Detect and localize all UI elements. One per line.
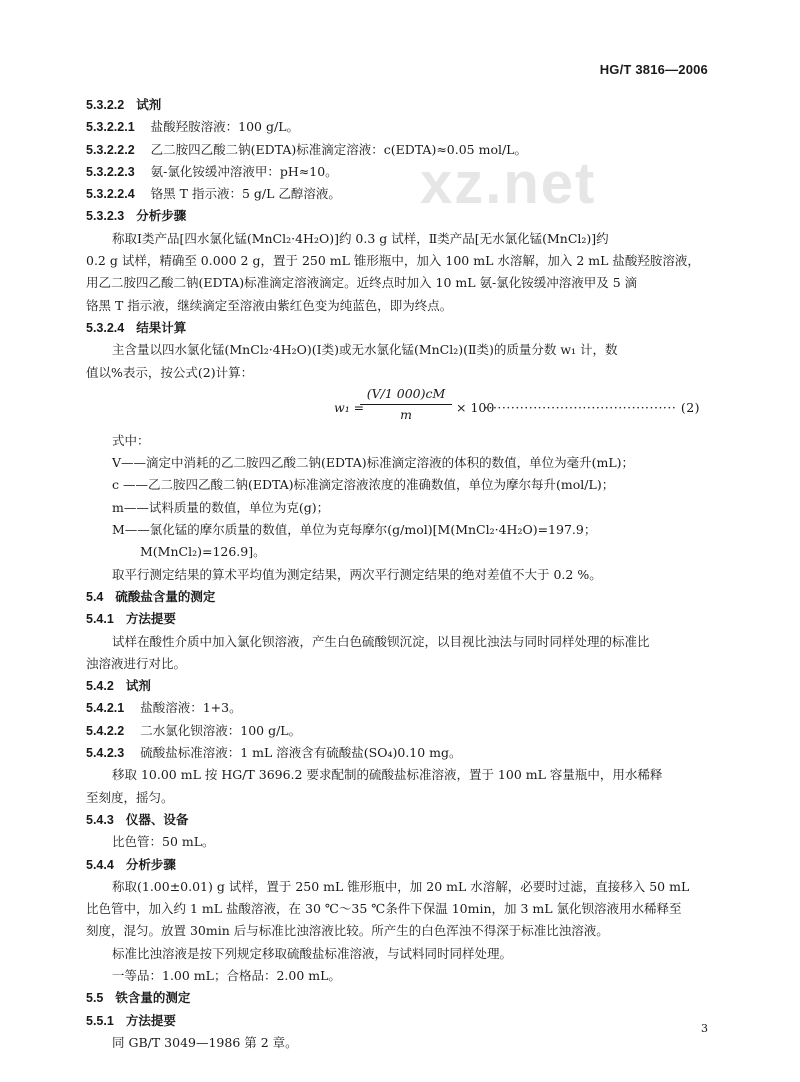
paragraph-text: 用乙二胺四乙酸二钠(EDTA)标准滴定溶液滴定。近终点时加入 10 mL 氨-氯化铵缓冲溶液甲及 5 滴 [86, 275, 638, 291]
paragraph-text: 氨-氯化铵缓冲溶液甲：pH≈10。 [150, 163, 338, 179]
paragraph-text: c ——乙二胺四乙酸二钠(EDTA)标准滴定溶液浓度的准确数值，单位为摩尔每升(mol/L)； [112, 477, 615, 493]
paragraph-text: M(MnCl₂)=126.9]。 [140, 544, 266, 560]
clause-5-3-2-2-3 [86, 161, 716, 183]
paragraph-text: 刻度，混匀。放置 30min 后与标准比浊溶液比较。所产生的白色浑浊不得深于标准比浊溶液。 [86, 923, 609, 939]
paragraph-text: 试样在酸性介质中加入氯化钡溶液，产生白色硫酸钡沉淀，以目视比浊法与同时同样处理的标准比 [112, 633, 650, 649]
formula-rhs: × 100 [456, 399, 495, 415]
clause-number: 5.4 [86, 589, 104, 604]
text-line [86, 965, 716, 987]
clause-number: 5.4.2.1 [86, 701, 125, 716]
paragraph-text: 比色管：50 mL。 [112, 834, 215, 850]
clause-5-4 [86, 586, 716, 608]
clause-5-3-2-2-4 [86, 183, 716, 205]
clause-number: 5.3.2.2 [86, 98, 125, 112]
paragraph-text: 移取 10.00 mL 按 HG/T 3696.2 要求配制的硫酸盐标准溶液，置于 100 mL 容量瓶中，用水稀释 [112, 767, 663, 783]
watermark: xz.net [420, 151, 597, 216]
text-line [86, 564, 716, 586]
text-line [86, 943, 716, 965]
clause-number: 5.4.3 [86, 812, 114, 827]
document-body [86, 94, 716, 1054]
section-heading: 硫酸盐含量的测定 [115, 588, 216, 604]
text-line [86, 519, 716, 541]
clause-5-3-2-2 [86, 94, 716, 116]
paragraph-text: 一等品：1.00 mL；合格品：2.00 mL。 [112, 967, 341, 983]
clause-5-4-4 [86, 854, 716, 876]
formula-lhs: w₁ = [334, 399, 365, 415]
paragraph-text: 0.2 g 试样，精确至 0.000 2 g，置于 250 mL 锥形瓶中，加入 100 mL 水溶解，加入 2 mL 盐酸羟胺溶液， [86, 253, 700, 269]
paragraph-text: 硫酸盐标准溶液：1 mL 溶液含有硫酸盐(SO₄)0.10 mg。 [140, 745, 462, 761]
text-line [86, 430, 716, 452]
clause-number: 5.4.4 [86, 857, 114, 872]
formula-fraction [360, 384, 452, 425]
clause-5-4-2-3 [86, 742, 716, 764]
paragraph-text: 式中： [112, 432, 150, 448]
text-line [86, 228, 716, 250]
section-heading: 方法提要 [125, 611, 176, 627]
clause-5-4-2-2 [86, 720, 716, 742]
text-line [86, 272, 716, 294]
text-line [86, 541, 716, 563]
text-line [86, 898, 716, 920]
clause-5-4-2-1 [86, 697, 716, 719]
section-heading: 分析步骤 [125, 856, 176, 872]
text-block-reagents-and-procedure [86, 94, 716, 384]
clause-5-3-2-3 [86, 205, 716, 227]
clause-5-4-1 [86, 608, 716, 630]
section-heading: 仪器、设备 [125, 811, 189, 827]
clause-number: 5.3.2.2.1 [86, 120, 135, 135]
clause-number: 5.4.2.2 [86, 723, 125, 738]
section-heading: 试剂 [136, 97, 162, 112]
page-number: 3 [701, 1022, 708, 1035]
clause-number: 5.5.1 [86, 1013, 114, 1028]
text-line [86, 295, 716, 317]
text-line [86, 876, 716, 898]
text-line [86, 787, 716, 809]
paragraph-text: 盐酸溶液：1+3。 [140, 700, 242, 716]
section-heading: 试剂 [125, 678, 151, 694]
clause-5-5 [86, 987, 716, 1009]
clause-number: 5.3.2.4 [86, 320, 125, 335]
clause-5-3-2-4 [86, 317, 716, 339]
section-heading: 铁含量的测定 [115, 990, 191, 1006]
formula-row [86, 384, 716, 430]
clause-number: 5.3.2.2.2 [86, 142, 135, 157]
text-line [86, 631, 716, 653]
section-heading: 分析步骤 [136, 208, 187, 224]
paragraph-text: 乙二胺四乙酸二钠(EDTA)标准滴定溶液：c(EDTA)≈0.05 mol/L。 [150, 141, 527, 157]
clause-number: 5.3.2.2.3 [86, 164, 135, 179]
clause-5-3-2-2-1 [86, 116, 716, 138]
paragraph-text: 铬黑 T 指示液，继续滴定至溶液由紫红色变为纯蓝色，即为终点。 [86, 297, 453, 313]
paragraph-text: 至刻度，摇匀。 [86, 789, 174, 805]
section-heading: 方法提要 [125, 1012, 176, 1028]
section-heading: 结果计算 [136, 319, 187, 335]
paragraph-text: 标准比浊溶液是按下列规定移取硫酸盐标准溶液，与试料同时同样处理。 [112, 945, 513, 961]
formula-denominator: m [400, 406, 412, 422]
equation-number: ··········································· (2) [484, 399, 701, 415]
standard-code-header: HG/T 3816—2006 [599, 62, 708, 77]
text-line [86, 250, 716, 272]
clause-number: 5.4.2.3 [86, 746, 125, 761]
paragraph-text: 值以%表示，按公式(2)计算： [86, 364, 254, 380]
text-line [86, 362, 716, 384]
text-line [86, 764, 716, 786]
paragraph-text: 取平行测定结果的算术平均值为测定结果，两次平行测定结果的绝对差值不大于 0.2 %。 [112, 566, 602, 582]
clause-number: 5.3.2.2.4 [86, 187, 135, 202]
paragraph-text: 称取Ⅰ类产品[四水氯化锰(MnCl₂·4H₂O)]约 0.3 g 试样，Ⅱ类产品[无水氯化锰(MnCl₂)]约 [112, 230, 609, 246]
clause-5-4-3 [86, 809, 716, 831]
clause-5-4-2 [86, 675, 716, 697]
text-line [86, 339, 716, 361]
paragraph-text: 浊溶液进行对比。 [86, 655, 187, 671]
paragraph-text: 铬黑 T 指示液：5 g/L 乙醇溶液。 [150, 186, 341, 202]
clause-5-5-1 [86, 1010, 716, 1032]
paragraph-text: V——滴定中消耗的乙二胺四乙酸二钠(EDTA)标准滴定溶液的体积的数值，单位为毫升(mL)； [112, 455, 635, 471]
text-line [86, 831, 716, 853]
text-line [86, 653, 716, 675]
paragraph-text: 比色管中，加入约 1 mL 盐酸溶液，在 30 ℃～35 ℃条件下保温 10min，加 3 mL 氯化钡溶液用水稀释至 [86, 901, 682, 917]
paragraph-text: 称取(1.00±0.01) g 试样，置于 250 mL 锥形瓶中，加 20 mL 水溶解，必要时过滤，直接移入 50 mL [112, 878, 690, 894]
paragraph-text: 同 GB/T 3049—1986 第 2 章。 [112, 1034, 298, 1050]
clause-5-3-2-2-2 [86, 139, 716, 161]
formula-numerator: (V/1 000)cM [366, 385, 446, 401]
text-line [86, 920, 716, 942]
text-line [86, 452, 716, 474]
paragraph-text: M——氯化锰的摩尔质量的数值，单位为克每摩尔(g/mol)[M(MnCl₂·4H₂O)=197.9； [112, 522, 597, 538]
text-block-definitions-and-sections [86, 430, 716, 1054]
paragraph-text: 主含量以四水氯化锰(MnCl₂·4H₂O)(Ⅰ类)或无水氯化锰(MnCl₂)(Ⅱ类)的质量分数 w₁ 计，数 [112, 342, 618, 358]
paragraph-text: m——试料质量的数值，单位为克(g)； [112, 499, 330, 515]
paragraph-text: 二水氯化钡溶液：100 g/L。 [140, 722, 302, 738]
text-line [86, 497, 716, 519]
clause-number: 5.4.2 [86, 679, 114, 694]
text-line [86, 1032, 716, 1054]
clause-number: 5.5 [86, 991, 104, 1006]
paragraph-text: 盐酸羟胺溶液：100 g/L。 [150, 119, 300, 135]
clause-number: 5.3.2.3 [86, 209, 125, 224]
clause-number: 5.4.1 [86, 612, 114, 627]
text-line [86, 474, 716, 496]
